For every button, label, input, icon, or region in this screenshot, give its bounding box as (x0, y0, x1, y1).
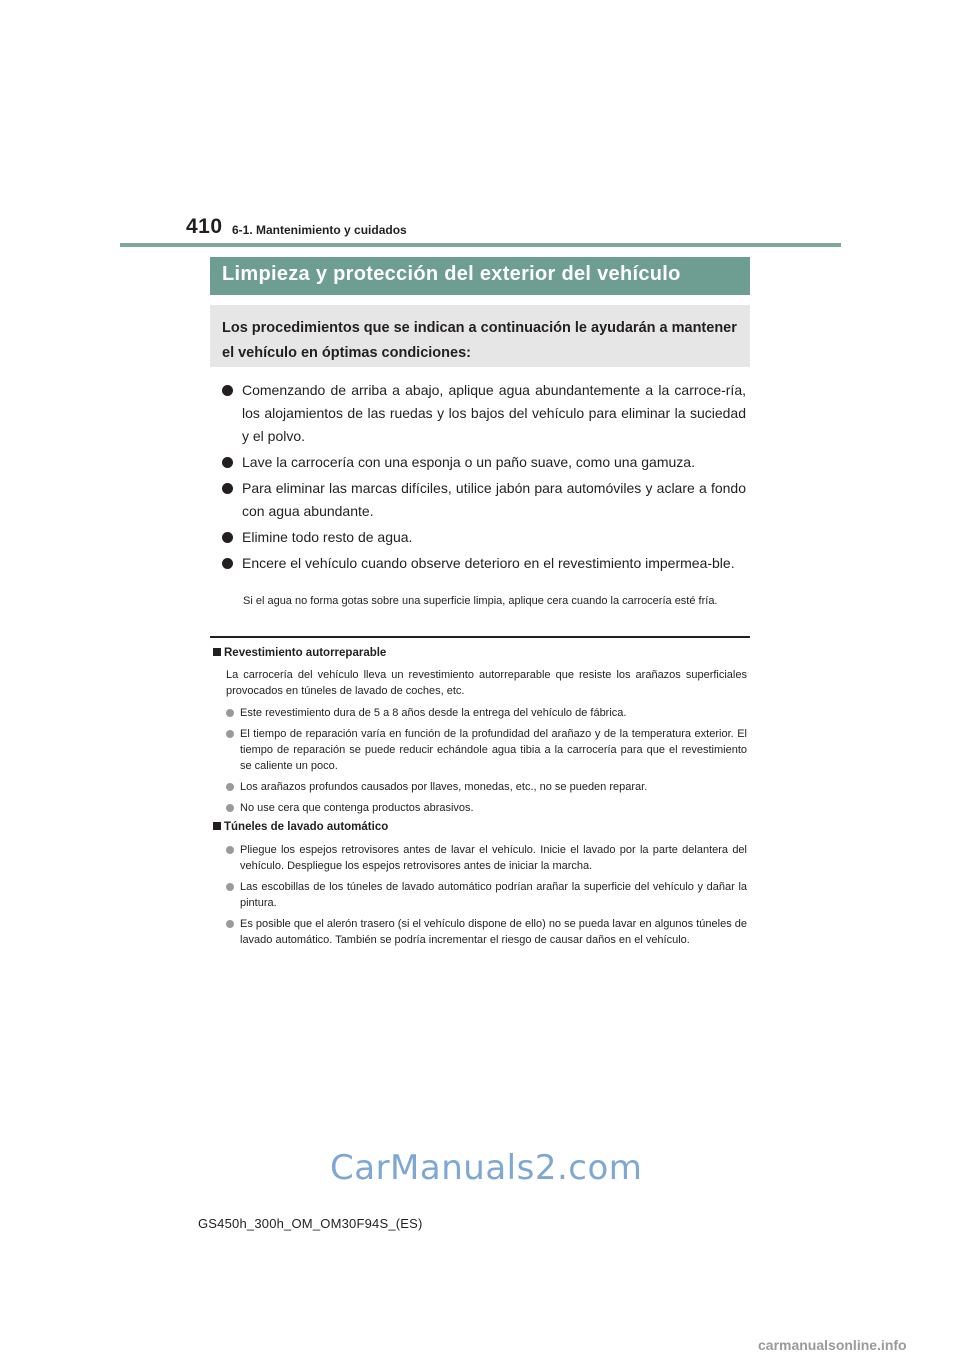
car-wash-item-text: Es posible que el alerón trasero (si el vehículo dispone de ello) no se pueda lavar en algunos túneles de lavado automático. También se podría incrementar el riesgo de causar daños en el vehículo. (240, 918, 747, 946)
section-divider (210, 636, 750, 638)
self-repair-item (226, 705, 747, 721)
bullet-icon (226, 846, 234, 854)
manual-code: GS450h_300h_OM_OM30F94S_(ES) (198, 1216, 423, 1231)
cleaning-step (222, 451, 746, 474)
car-wash-heading (213, 821, 388, 833)
car-wash-item (226, 916, 747, 948)
cleaning-step (222, 526, 746, 549)
bullet-icon (226, 920, 234, 928)
bullet-icon (222, 483, 233, 494)
car-wash-heading-text: Túneles de lavado automático (224, 821, 389, 833)
self-repair-heading (213, 647, 386, 659)
page-number: 410 (186, 215, 223, 238)
cleaning-step (222, 552, 746, 575)
self-repair-heading-text: Revestimiento autorreparable (224, 647, 387, 659)
bullet-icon (226, 883, 234, 891)
cleaning-step-text: Elimine todo resto de agua. (242, 529, 413, 545)
bullet-icon (222, 457, 233, 468)
self-repair-item (226, 779, 747, 795)
wax-note: Si el agua no forma gotas sobre una superficie limpia, aplique cera cuando la carrocería esté fría. (243, 595, 718, 607)
square-bullet-icon (213, 822, 221, 830)
intro-box: Los procedimientos que se indican a continuación le ayudarán a mantener el vehículo en óptimas condiciones: (210, 305, 750, 367)
site-watermark: carmanualsonline.info (758, 1337, 907, 1353)
car-wash-item-text: Las escobillas de los túneles de lavado automático podrían arañar la superficie del vehículo y dañar la pintura. (240, 881, 747, 909)
car-wash-item-text: Pliegue los espejos retrovisores antes de lavar el vehículo. Inicie el lavado por la parte delantera del vehículo. Despliegue los espejos retrovisores antes de iniciar la marcha. (240, 844, 747, 872)
section-label: 6-1. Mantenimiento y cuidados (232, 223, 407, 237)
bullet-icon (222, 532, 233, 543)
bullet-icon (222, 385, 233, 396)
header-rule (120, 243, 841, 247)
car-wash-item (226, 842, 747, 874)
self-repair-item-text: El tiempo de reparación varía en función de la profundidad del arañazo y de la temperatura exterior. El tiempo de reparación se puede reducir echándole agua tibia a la carrocería para que el revestimiento se caliente un poco. (240, 728, 747, 772)
cleaning-step-text: Comenzando de arriba a abajo, aplique agua abundantemente a la carroce-ría, los alojamientos de las ruedas y los bajos del vehículo para eliminar la suciedad y el polvo. (242, 382, 746, 444)
self-repair-item (226, 726, 747, 774)
self-repair-item-text: Este revestimiento dura de 5 a 8 años desde la entrega del vehículo de fábrica. (240, 707, 627, 719)
self-repair-item-text: No use cera que contenga productos abrasivos. (240, 802, 474, 814)
cleaning-steps-list (222, 379, 746, 578)
bullet-icon (226, 709, 234, 717)
cleaning-step (222, 477, 746, 523)
cleaning-step-text: Encere el vehículo cuando observe deterioro en el revestimiento impermea-ble. (242, 555, 735, 571)
bullet-icon (226, 730, 234, 738)
watermark: CarManuals2.com (330, 1148, 643, 1188)
self-repair-intro: La carrocería del vehículo lleva un revestimiento autorreparable que resiste los arañazos superficiales provocados en túneles de lavado de coches, etc. (226, 669, 747, 697)
car-wash-item (226, 879, 747, 911)
self-repair-item (226, 800, 747, 816)
page-title: Limpieza y protección del exterior del vehículo (210, 257, 750, 295)
bullet-icon (226, 783, 234, 791)
cleaning-step (222, 379, 746, 448)
cleaning-step-text: Para eliminar las marcas difíciles, utilice jabón para automóviles y aclare a fondo con agua abundante. (242, 480, 746, 519)
square-bullet-icon (213, 648, 221, 656)
bullet-icon (222, 558, 233, 569)
bullet-icon (226, 804, 234, 812)
cleaning-step-text: Lave la carrocería con una esponja o un paño suave, como una gamuza. (242, 454, 695, 470)
self-repair-item-text: Los arañazos profundos causados por llaves, monedas, etc., no se pueden reparar. (240, 781, 648, 793)
